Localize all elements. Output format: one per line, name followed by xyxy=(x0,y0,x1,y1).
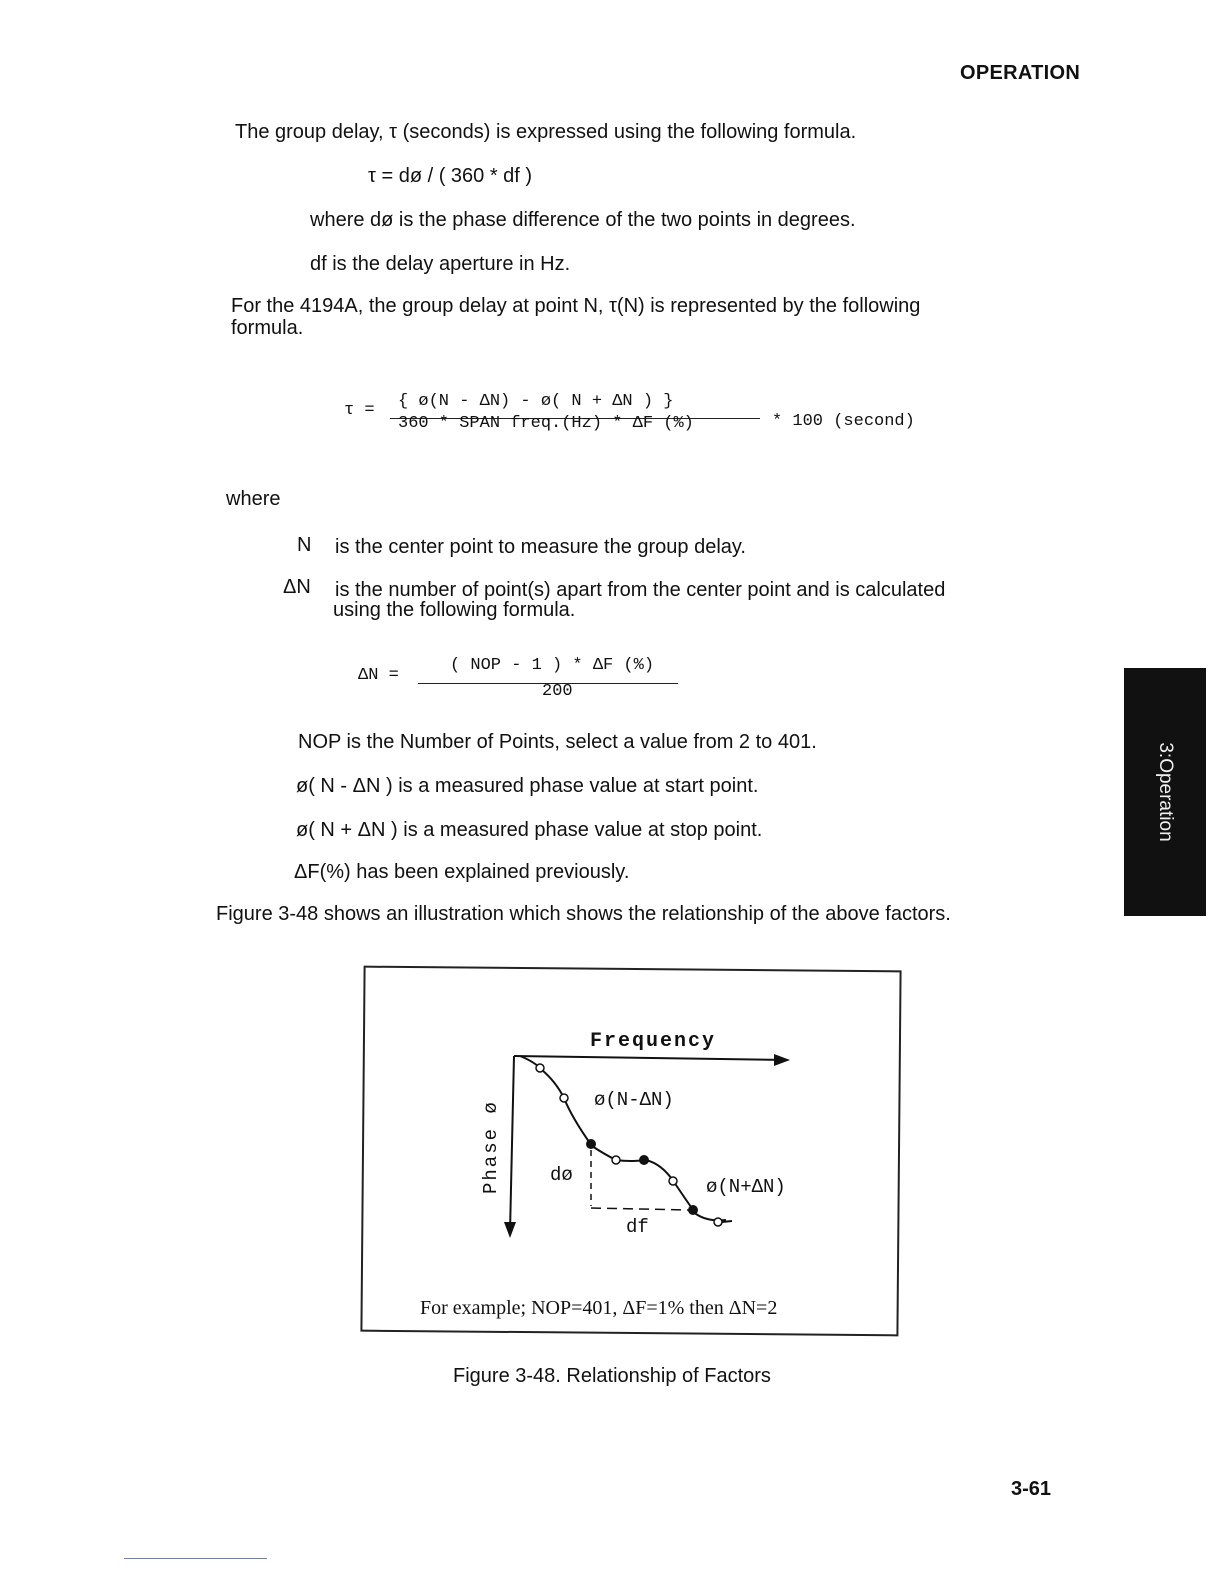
para2-line1: For the 4194A, the group delay at point N, τ(N) is represented by the following xyxy=(231,295,921,317)
curve-point xyxy=(612,1156,620,1164)
dphi-label: dø xyxy=(550,1164,573,1186)
tau-formula-numerator: { ø(N - ΔN) - ø( N + ΔN ) } xyxy=(398,392,674,411)
dn-formula-denominator: 200 xyxy=(542,682,573,701)
example-note: For example; NOP=401, ΔF=1% then ΔN=2 xyxy=(420,1297,778,1319)
df-dashed-line xyxy=(591,1208,690,1210)
def-n-symbol: N xyxy=(297,534,312,556)
figure-reference: Figure 3-48 shows an illustration which shows the relationship of the above factors. xyxy=(216,903,951,925)
page-number: 3-61 xyxy=(1011,1478,1052,1500)
dn-formula-numerator: ( NOP - 1 ) * ΔF (%) xyxy=(450,656,655,675)
start-point-label: ø(N-ΔN) xyxy=(594,1089,674,1111)
tau-formula-suffix: * 100 (second) xyxy=(772,412,915,431)
phase-axis-label: Phase ø xyxy=(480,1100,502,1194)
def-dn-line2: using the following formula. xyxy=(333,599,576,621)
def-n-text: is the center point to measure the group delay. xyxy=(335,536,746,558)
stop-point-label: ø(N+ΔN) xyxy=(706,1176,786,1198)
center-point-marker xyxy=(639,1155,649,1165)
group-delay-formula: τ = dø / ( 360 * df ) xyxy=(368,165,533,187)
chapter-side-tab xyxy=(1124,668,1206,916)
start-point-marker xyxy=(586,1139,596,1149)
where-df-line: df is the delay aperture in Hz. xyxy=(310,253,571,275)
section-header: OPERATION xyxy=(960,62,1081,84)
curve-point xyxy=(536,1064,544,1072)
intro-line: The group delay, τ (seconds) is expressed using the following formula. xyxy=(235,121,857,143)
chapter-side-tab-label: 3:Operation xyxy=(1155,742,1176,842)
curve-point xyxy=(560,1094,568,1102)
tau-formula-lhs: τ = xyxy=(344,401,375,420)
note-nop: NOP is the Number of Points, select a value from 2 to 401. xyxy=(298,731,817,753)
note-delta-f: ΔF(%) has been explained previously. xyxy=(294,861,630,883)
frequency-axis xyxy=(514,1056,786,1060)
frequency-label: Frequency xyxy=(590,1030,717,1053)
tau-formula-denominator: 360 * SPAN freq.(Hz) * ΔF (%) xyxy=(398,414,694,433)
note-start-point: ø( N - ΔN ) is a measured phase value at start point. xyxy=(296,775,759,797)
footer-rule xyxy=(124,1558,267,1559)
def-dn-symbol: ΔN xyxy=(283,576,311,598)
curve-point xyxy=(669,1177,677,1185)
phase-curve xyxy=(520,1056,726,1220)
curve-tail xyxy=(722,1221,732,1222)
where-label: where xyxy=(226,488,281,510)
frequency-axis-arrowhead xyxy=(774,1054,790,1066)
para2-line2: formula. xyxy=(231,317,304,339)
relationship-diagram xyxy=(360,964,920,1354)
dn-formula-lhs: ΔN = xyxy=(358,666,399,685)
phase-axis xyxy=(510,1056,514,1232)
where-dphi-line: where dø is the phase difference of the two points in degrees. xyxy=(310,209,856,231)
figure-caption: Figure 3-48. Relationship of Factors xyxy=(453,1365,771,1387)
df-label: df xyxy=(626,1216,649,1238)
def-dn-line1: is the number of point(s) apart from the center point and is calculated xyxy=(335,579,946,601)
curve-point xyxy=(714,1218,722,1226)
note-stop-point: ø( N + ΔN ) is a measured phase value at stop point. xyxy=(296,819,763,841)
phase-axis-arrowhead xyxy=(504,1222,516,1238)
